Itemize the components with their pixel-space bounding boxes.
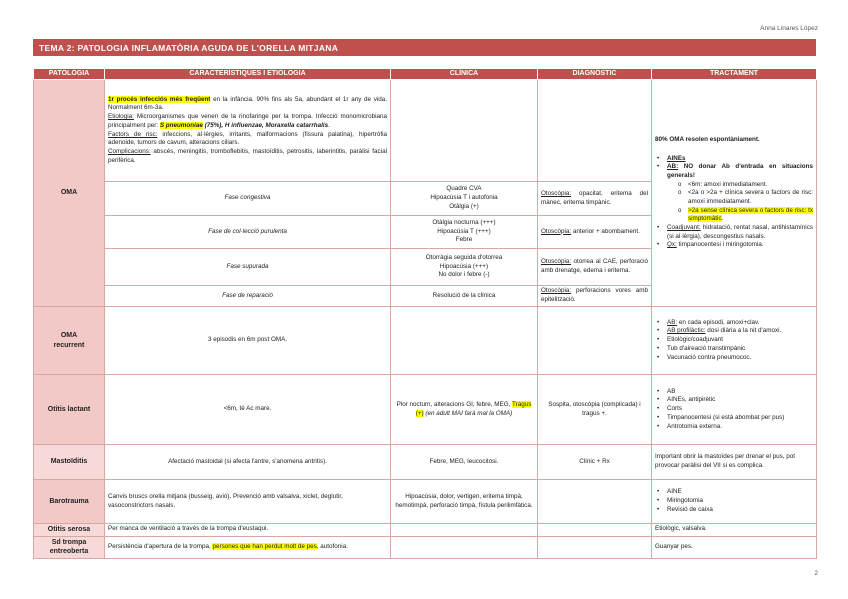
header-patologia: PATOLOGIA xyxy=(34,69,105,80)
list-item: • AB: NO donar Ab d'entrada en situacions generals! o <6m: amoxi immediatament. o <2a o >2a + clínica severa o factors de risc: amoxi immediatament. o >2a sense clínica severa o factors de risc: tx simptomàtic. xyxy=(655,163,813,224)
otitis-lactant-treatment xyxy=(652,375,817,445)
phase-diagnostic: Otoscòpia: perforacions vores amb epitelització. xyxy=(538,286,652,307)
otitis-lactant-diagnostic: Sospita, otoscòpia (complicada) i tragus +. xyxy=(538,375,652,445)
barotrauma-diag-empty xyxy=(538,480,652,524)
phase-diagnostic: Otoscòpia: otorrea al CAE, perforació amb drenatge, edema i eritema. xyxy=(538,249,652,286)
document-title: TEMA 2: PATOLOGIA INFLAMATÒRIA AGUDA DE L'ORELLA MITJANA xyxy=(33,39,816,56)
header-clinica: CLÍNICA xyxy=(391,69,538,80)
pat-otitis-serosa: Otitis serosa xyxy=(34,524,105,537)
list-item: • AINE xyxy=(655,488,813,497)
table-row-sd-trompa xyxy=(34,536,817,558)
list-item: • Tub d'aireació transtimpànic xyxy=(655,345,813,354)
barotrauma-clinic: Hipoacúsia, dolor, vertigen, eritema timpà, hemotimpà, perforació timpà, fístula perilimfàtica. xyxy=(391,480,538,524)
list-item: o >2a sense clínica severa o factors de risc: tx simptomàtic. xyxy=(676,207,813,224)
pat-oma-recurrent: OMA recurrent xyxy=(34,307,105,375)
pat-barotrauma: Barotrauma xyxy=(34,480,105,524)
table-row-otitis-serosa xyxy=(34,524,817,537)
etiology-text: Microorganismes que venen de la rinofaringe per la trompa. Infecció monomicrobiana principalment per: xyxy=(108,113,387,129)
table-row-otitis-lactant xyxy=(34,375,817,445)
pat-oma: OMA xyxy=(34,80,105,307)
table-row-oma-recurrent xyxy=(34,307,817,375)
risk-label: Factors de risc: xyxy=(108,130,158,138)
highlight-frequency: 1r procés infecciós més freqüent xyxy=(108,95,211,103)
oma-rec-clinic-empty xyxy=(391,307,538,375)
mastoiditis-treatment: Important obrir la mastoïdes per drenar el pus, pot provocar paràlisi del VII si es complica. xyxy=(652,445,817,480)
mastoiditis-clinic: Febre, MEG, leucocitosi. xyxy=(391,445,538,480)
etiology-end: . xyxy=(328,121,330,129)
phase-diagnostic: Otoscòpia: opacitat, eritema del mànec, eritema timpànic. xyxy=(538,182,652,216)
list-item: o <2a o >2a + clínica severa o factors de risc: amoxi immediatament. xyxy=(676,189,813,206)
phase-name: Fase de col·lecció purulenta xyxy=(105,216,391,249)
etiology-label: Etiologia: xyxy=(108,113,134,121)
table-row-oma xyxy=(34,80,817,182)
phase-name: Fase de reparació xyxy=(105,286,391,307)
list-item: • Revisió de caixa xyxy=(655,506,813,515)
oma-rec-characteristics: 3 episodis en 6m post OMA. xyxy=(105,307,391,375)
list-item: • AB profilàctic: dosi diària a la nit d'amoxi. xyxy=(655,327,813,336)
barotrauma-treatment xyxy=(652,480,817,524)
phase-clinic: Otorràgia seguida d'otorrea Hipoacúsia (+++) No dolor i febre (-) xyxy=(391,249,538,286)
otitis-serosa-clinic-empty xyxy=(391,524,538,537)
list-item: • Miringotomia xyxy=(655,497,813,506)
list-item: • Antrotomia externa. xyxy=(655,423,813,432)
oma-diag-empty xyxy=(538,80,652,182)
oma-characteristics xyxy=(105,80,391,182)
pat-otitis-lactant: Otitis lactant xyxy=(34,375,105,445)
highlight-weight-loss: persones que han perdut molt de pes xyxy=(212,542,317,550)
complications-label: Complicacions: xyxy=(108,147,151,155)
otitis-serosa-diag-empty xyxy=(538,524,652,537)
oma-rec-diag-empty xyxy=(538,307,652,375)
risk-text: infeccions, al·lèrgies, irritants, malformacions (fissura palatina), hipertròfia adenoide, tumors de cavum, alteracions ciliars. xyxy=(108,130,387,147)
oma-treatment xyxy=(652,80,817,307)
treatment-list xyxy=(655,155,813,251)
oma-rec-treatment xyxy=(652,307,817,375)
otitis-serosa-treatment: Etiològic, valsalva. xyxy=(652,524,817,537)
table-row-mastoiditis xyxy=(34,445,817,480)
sd-trompa-clinic-empty xyxy=(391,536,538,558)
etiology-microbes: (75%), H influenzae, Moraxella catarrhalis xyxy=(202,121,329,129)
otitis-lactant-characteristics: <6m, té Ac mare. xyxy=(105,375,391,445)
list-item: • Coadjuvant: hidratació, rentat nasal, antihistamínics (si al·lèrgia), descongestius nasals. xyxy=(655,224,813,241)
list-item: • AB: en cada episodi, amoxi+clav. xyxy=(655,319,813,328)
treatment-intro: 80% OMA resolen espontàniament. xyxy=(655,135,760,143)
phase-clinic: Resolució de la clínica xyxy=(391,286,538,307)
pathology-table xyxy=(33,68,817,559)
header-caracteristiques: CARACTERÍSTIQUES I ETIOLOGIA xyxy=(105,69,391,80)
list-item: • AINEs, antipirètic xyxy=(655,396,813,405)
barotrauma-characteristics: Canvis bruscs orella mitjana (busseig, avió). Prevenció amb valsalva, xiclet, deglutir, vasoconstrictors nasals. xyxy=(105,480,391,524)
sd-trompa-treatment: Guanyar pes. xyxy=(652,536,817,558)
phase-name: Fase supurada xyxy=(105,249,391,286)
otitis-serosa-characteristics: Per manca de ventilació a través de la trompa d'eustaqui. xyxy=(105,524,391,537)
header-tractament: TRACTAMENT xyxy=(652,69,817,80)
table-row-barotrauma xyxy=(34,480,817,524)
list-item: • Etiològic/coadjuvant xyxy=(655,336,813,345)
sd-trompa-characteristics: Persistència d'apertura de la trompa, persones que han perdut molt de pes, autofonia. xyxy=(105,536,391,558)
highlight-pneumoniae: S pneumoniae xyxy=(159,121,203,129)
list-item: • Corts xyxy=(655,405,813,414)
phase-clinic: Quadre CVA Hipoacúsia T i autofonia Otàlgia (+) xyxy=(391,182,538,216)
pat-mastoiditis: Mastoïditis xyxy=(34,445,105,480)
oma-frequency-text: en la infància. 90% fins als 5a, abundant el 1r any de vida. Normalment 6m-3a. xyxy=(108,95,388,112)
header-diagnostic: DIAGNÒSTIC xyxy=(538,69,652,80)
list-item: • AB xyxy=(655,388,813,397)
list-item: • Vacunació contra pneumococ. xyxy=(655,354,813,363)
list-item: • AINEs xyxy=(655,155,813,164)
list-item: • Qx: timpanocentesi i miringotomia. xyxy=(655,241,813,250)
list-item: o <6m: amoxi immediatament. xyxy=(676,181,813,190)
otitis-lactant-clinic: Plor nocturn, alteracions GI, febre, MEG, Tragus (+) (en adult MAI farà mal la OMA) xyxy=(391,375,538,445)
mastoiditis-characteristics: Afectació mastoidal (si afecta l'antre, s'anomena antritis). xyxy=(105,445,391,480)
phase-clinic: Otàlgia nocturna (+++) Hipoacúsia T (+++) Febre xyxy=(391,216,538,249)
page-number: 2 xyxy=(814,570,818,577)
oma-clinic-empty xyxy=(391,80,538,182)
mastoiditis-diagnostic: Clínic + Rx xyxy=(538,445,652,480)
pat-sd-trompa: Sd trompa entreoberta xyxy=(34,536,105,558)
author-name: Anna Linares López xyxy=(760,25,818,32)
sd-trompa-diag-empty xyxy=(538,536,652,558)
table-header-row xyxy=(34,69,817,80)
list-item: • Timpanocentesi (si està abombat per pus) xyxy=(655,414,813,423)
highlight-tragus: Tragus (+) xyxy=(415,400,532,417)
phase-diagnostic: Otoscòpia: anterior + abombament. xyxy=(538,216,652,249)
phase-name: Fase congestiva xyxy=(105,182,391,216)
complications-text: abscés, meningitis, tromboflebitis, mastoïditis, petrositis, laberintitis, paràlisi facial perifèrica. xyxy=(108,147,387,164)
